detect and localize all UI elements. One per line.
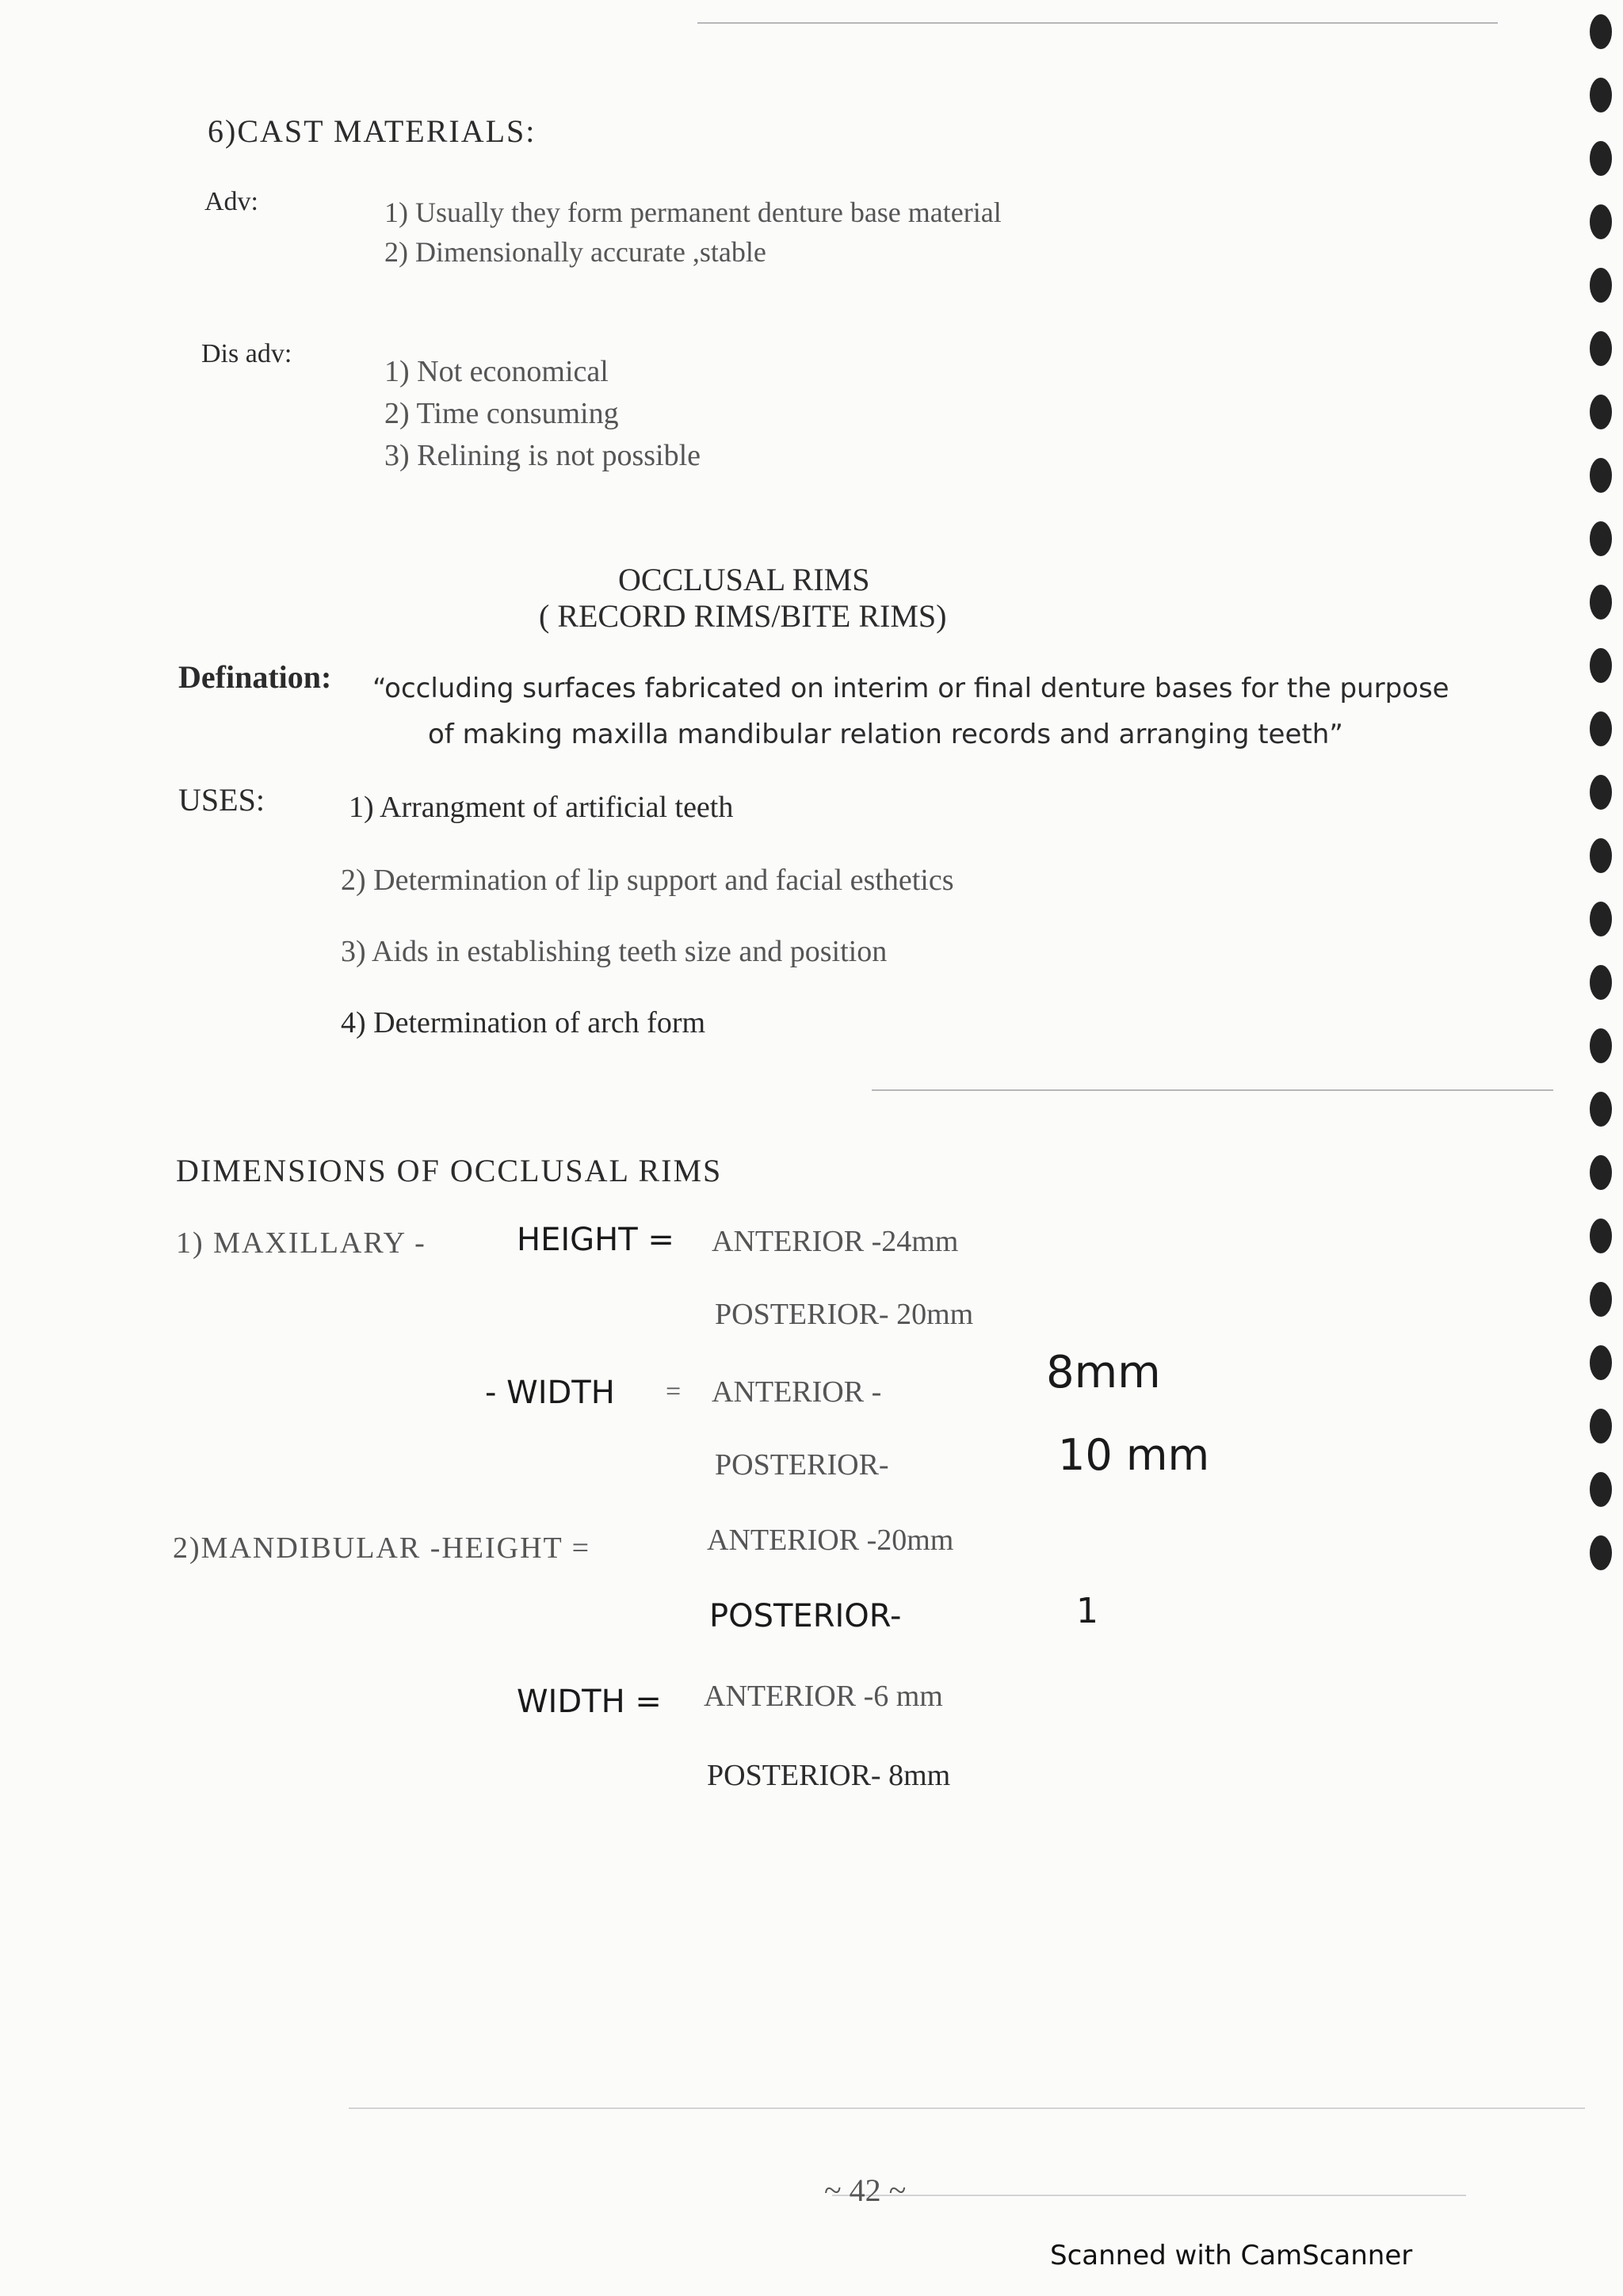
- adv-item: 1) Usually they form permanent denture base material: [384, 196, 1002, 228]
- scanner-watermark: Scanned with CamScanner: [1050, 2240, 1413, 2271]
- disadv-label: Dis adv:: [201, 339, 292, 368]
- mandibular-height-anterior: ANTERIOR -20mm: [707, 1524, 954, 1557]
- occlusal-rims-subtitle: ( RECORD RIMS/BITE RIMS): [539, 598, 947, 634]
- mandibular-height-posterior: POSTERIOR-: [709, 1598, 902, 1634]
- uses-item: 1) Arrangment of artificial teeth: [349, 791, 734, 824]
- mandibular-width-label: WIDTH =: [517, 1684, 662, 1720]
- bottom-rule: [832, 2195, 1466, 2196]
- definition-line-1: “occluding surfaces fabricated on interim or final denture bases for the purpose: [372, 673, 1449, 704]
- maxillary-width-eq: =: [666, 1377, 682, 1406]
- maxillary-label: 1) MAXILLARY -: [176, 1226, 426, 1260]
- uses-label: USES:: [178, 782, 265, 818]
- definition-line-2: of making maxilla mandibular relation records and arranging teeth”: [428, 719, 1343, 750]
- dimensions-heading: DIMENSIONS OF OCCLUSAL RIMS: [176, 1153, 723, 1188]
- uses-item: 4) Determination of arch form: [341, 1006, 706, 1039]
- definition-label: Defination:: [178, 659, 332, 695]
- disadv-item: 2) Time consuming: [384, 397, 619, 430]
- top-rule: [697, 22, 1498, 24]
- mandibular-label: 2)MANDIBULAR -HEIGHT =: [173, 1531, 591, 1565]
- disadv-item: 1) Not economical: [384, 355, 609, 388]
- adv-label: Adv:: [204, 187, 258, 216]
- occlusal-rims-title: OCCLUSAL RIMS: [618, 562, 870, 597]
- page-number: ~ 42 ~: [824, 2172, 907, 2208]
- section-heading-cast-materials: 6)CAST MATERIALS:: [208, 113, 537, 149]
- maxillary-width-posterior-handwritten: 10 mm: [1058, 1430, 1210, 1480]
- maxillary-width-anterior-handwritten: 8mm: [1046, 1347, 1161, 1398]
- maxillary-height-label: HEIGHT =: [517, 1222, 674, 1258]
- mandibular-width-posterior: POSTERIOR- 8mm: [707, 1759, 951, 1792]
- disadv-item: 3) Relining is not possible: [384, 439, 701, 472]
- mandibular-width-anterior: ANTERIOR -6 mm: [704, 1680, 943, 1713]
- maxillary-width-posterior: POSTERIOR-: [715, 1448, 889, 1482]
- maxillary-height-posterior: POSTERIOR- 20mm: [715, 1298, 974, 1331]
- adv-item: 2) Dimensionally accurate ,stable: [384, 236, 766, 268]
- bottom-rule: [349, 2107, 1585, 2109]
- maxillary-width-anterior: ANTERIOR -: [712, 1375, 882, 1409]
- uses-item: 3) Aids in establishing teeth size and position: [341, 935, 888, 968]
- mandibular-height-posterior-handwritten: 1: [1076, 1591, 1098, 1631]
- maxillary-width-label: - WIDTH: [485, 1375, 615, 1411]
- maxillary-height-anterior: ANTERIOR -24mm: [712, 1225, 959, 1258]
- uses-item: 2) Determination of lip support and facial esthetics: [341, 864, 954, 897]
- spiral-binding: [1560, 0, 1623, 1585]
- section-divider: [872, 1089, 1553, 1091]
